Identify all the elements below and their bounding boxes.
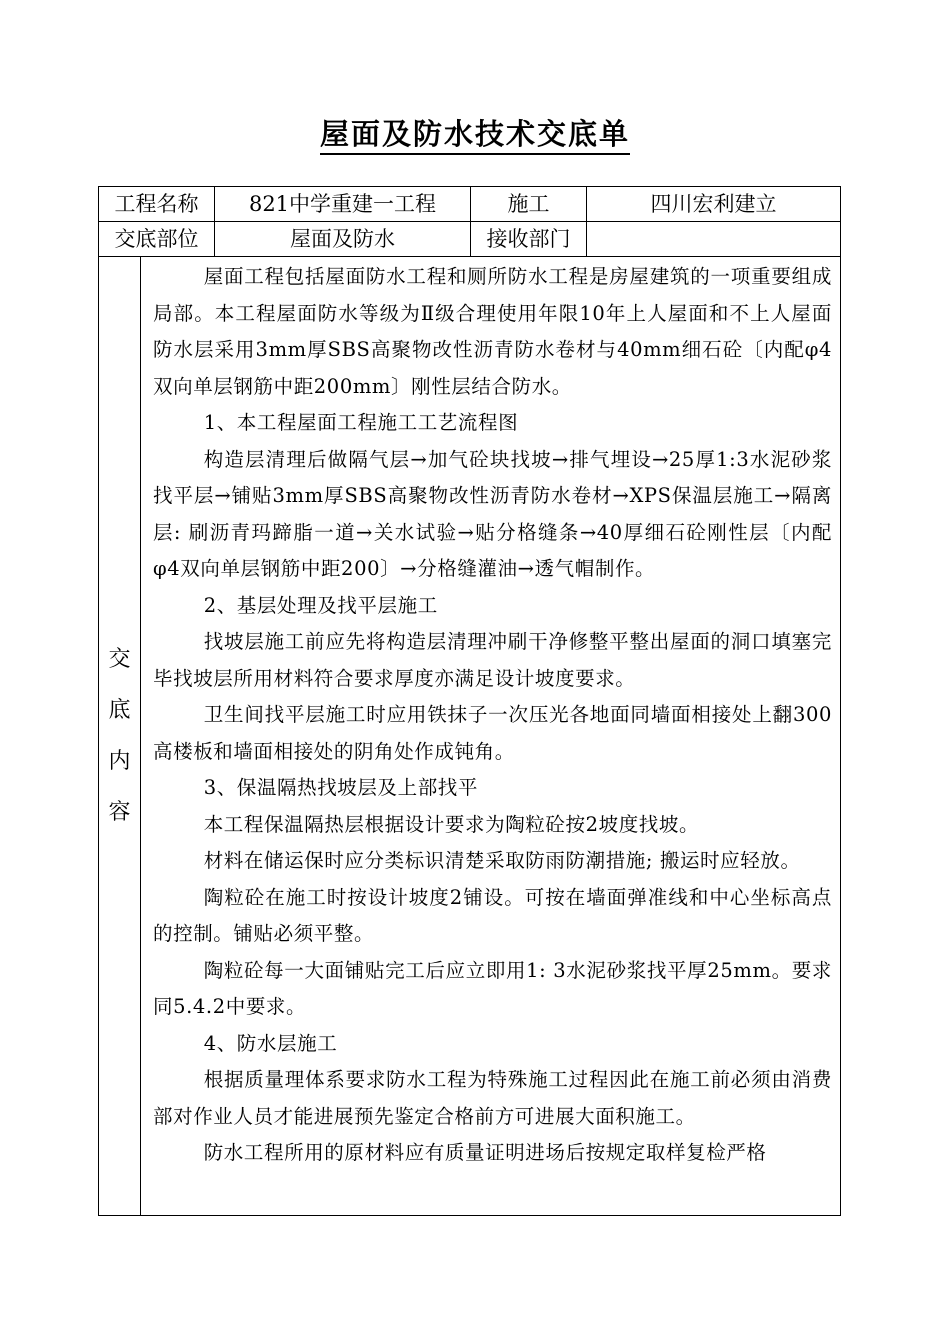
header-row-1 [99,187,841,222]
receiving-dept-label: 接收部门 [471,222,587,257]
content-paragraph: 材料在储运保时应分类标识清楚采取防雨防潮措施; 搬运时应轻放。 [203,849,801,872]
project-name-label: 工程名称 [99,187,215,222]
section-label: 交底部位 [99,222,215,257]
content-label [99,646,140,825]
content-label-char: 内 [108,748,131,774]
content-paragraph: 找坡层施工前应先将构造层清理冲刷干净修整平整出屋面的洞口填塞完毕找坡层所用材料符合要求厚度亦满足设计坡度要求。 [153,630,832,690]
content-paragraph: 4、防水层施工 [203,1031,338,1055]
construction-label: 施工 [471,187,587,222]
content-paragraph: 本工程保温隔热层根据设计要求为陶粒砼按2坡度找坡。 [203,812,700,836]
content-paragraph: 1、本工程屋面工程施工工艺流程图 [203,411,519,434]
construction-value: 四川宏利建立 [587,187,841,222]
content-paragraph: 2、基层处理及找平层施工 [203,593,438,617]
document-title [0,112,950,153]
content-row [99,257,841,1216]
content-body [141,257,841,1216]
content-paragraph: 3、保温隔热找坡层及上部找平 [203,776,478,799]
content-paragraph: 根据质量理体系要求防水工程为特殊施工过程因此在施工前必须由消费部对作业人员才能进展预先鉴定合格前方可进展大面积施工。 [153,1068,832,1128]
content-label-cell [99,257,141,1216]
header-row-2 [99,222,841,257]
document-title-text: 屋面及防水技术交底单 [320,117,630,155]
content-paragraph: 屋面工程包括屋面防水工程和厕所防水工程是房屋建筑的一项重要组成局部。本工程屋面防水等级为Ⅱ级合理使用年限10年上人屋面和不上人屋面防水层采用3mm厚SBS高聚物改性沥青防水卷材与40mm细石砼〔内配φ4双向单层钢筋中距200mm〕刚性层结合防水。 [153,265,832,398]
content-paragraph: 陶粒砼每一大面铺贴完工后应立即用1: 3水泥砂浆找平厚25mm。要求同5.4.2中要求。 [153,958,832,1018]
content-label-char: 底 [108,697,131,723]
section-value: 屋面及防水 [215,222,471,257]
content-label-char: 容 [108,799,131,825]
content-paragraph: 卫生间找平层施工时应用铁抹子一次压光各地面同墙面相接处上翻300高楼板和墙面相接处的阴角处作成钝角。 [153,703,832,763]
receiving-dept-value [587,222,841,257]
content-paragraph: 陶粒砼在施工时按设计坡度2铺设。可按在墙面弹准线和中心坐标高点的控制。铺贴必须平整。 [153,885,832,945]
project-name-value: 821中学重建一工程 [215,187,471,222]
content-label-char: 交 [108,646,131,672]
content-paragraphs [153,257,832,1172]
content-paragraph: 防水工程所用的原材料应有质量证明进场后按规定取样复检严格 [203,1141,767,1164]
content-paragraph: 构造层清理后做隔气层→加气砼块找坡→排气埋设→25厚1:3水泥砂浆找平层→铺贴3mm厚SBS高聚物改性沥青防水卷材→XPS保温层施工→隔离层: 刷沥青玛蹄脂一道→关水试验→贴分格缝条→40厚细石砼刚性层〔内配φ4双向单层钢筋中距200〕→分格缝灌油→透气帽制作。 [153,447,832,580]
disclosure-table [98,186,841,1216]
